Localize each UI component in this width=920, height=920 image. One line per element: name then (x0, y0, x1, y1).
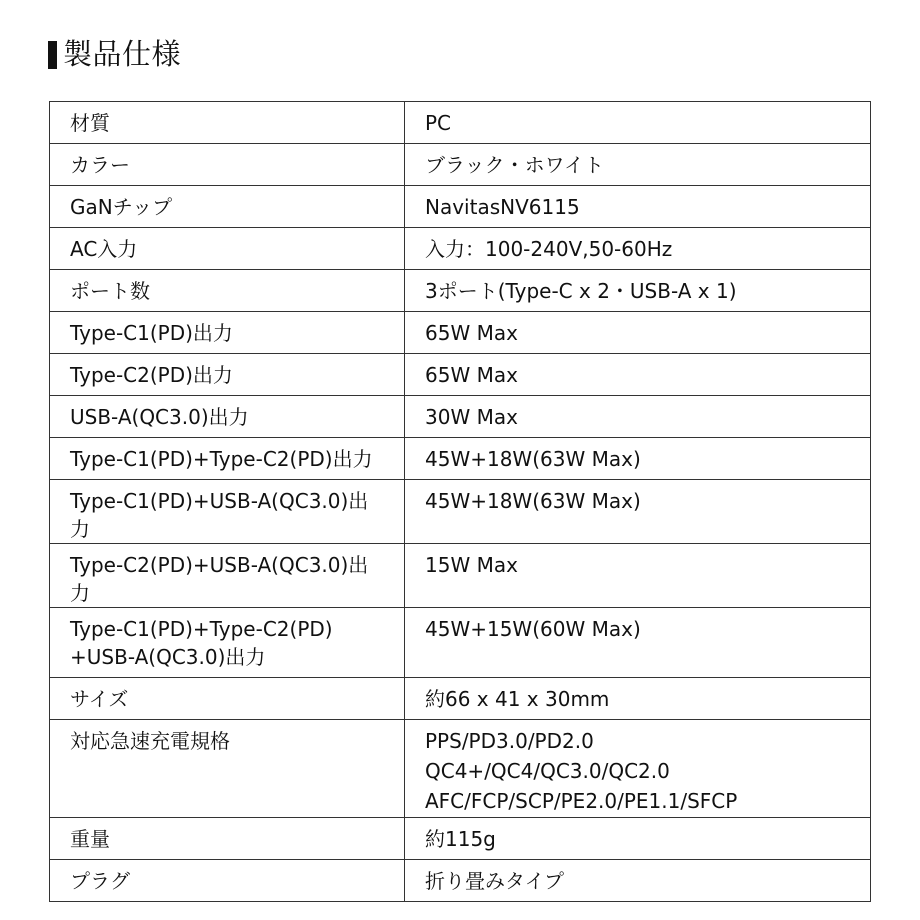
spec-row-c1-usba-output (50, 480, 871, 544)
spec-label: Type-C2(PD)出力 (50, 354, 405, 396)
spec-value: 約66 x 41 x 30mm (405, 678, 871, 720)
spec-value: 65W Max (405, 312, 871, 354)
spec-label: AC入力 (50, 228, 405, 270)
spec-table (49, 101, 871, 902)
spec-value: 45W+15W(60W Max) (405, 608, 871, 678)
heading-bar-mark (48, 41, 57, 69)
page-heading (48, 36, 181, 72)
spec-row-all-ports-output (50, 608, 871, 678)
spec-label: Type-C1(PD)+Type-C2(PD)出力 (50, 438, 405, 480)
spec-label: 材質 (50, 102, 405, 144)
spec-label: Type-C1(PD)+Type-C2(PD) +USB-A(QC3.0)出力 (50, 608, 405, 678)
spec-row-ac-input (50, 228, 871, 270)
spec-value: 65W Max (405, 354, 871, 396)
spec-label: Type-C1(PD)出力 (50, 312, 405, 354)
spec-label: USB-A(QC3.0)出力 (50, 396, 405, 438)
spec-label: サイズ (50, 678, 405, 720)
spec-label: ポート数 (50, 270, 405, 312)
spec-label: プラグ (50, 860, 405, 902)
spec-value: NavitasNV6115 (405, 186, 871, 228)
spec-value: 3ポート(Type-C x 2・USB-A x 1) (405, 270, 871, 312)
spec-value: 30W Max (405, 396, 871, 438)
spec-label: Type-C2(PD)+USB-A(QC3.0)出力 (50, 544, 405, 608)
spec-value: 15W Max (405, 544, 871, 608)
spec-row-port-count (50, 270, 871, 312)
spec-row-size (50, 678, 871, 720)
spec-value: 折り畳みタイプ (405, 860, 871, 902)
spec-value: PC (405, 102, 871, 144)
spec-row-fast-charge-standards (50, 720, 871, 818)
spec-label: Type-C1(PD)+USB-A(QC3.0)出力 (50, 480, 405, 544)
spec-value: 約115g (405, 818, 871, 860)
spec-value: 入力：100-240V,50-60Hz (405, 228, 871, 270)
spec-row-typec2-output (50, 354, 871, 396)
spec-row-typec1-output (50, 312, 871, 354)
spec-row-color (50, 144, 871, 186)
spec-row-plug (50, 860, 871, 902)
spec-row-c2-usba-output (50, 544, 871, 608)
spec-value: 45W+18W(63W Max) (405, 480, 871, 544)
spec-value: 45W+18W(63W Max) (405, 438, 871, 480)
spec-row-material (50, 102, 871, 144)
spec-label: GaNチップ (50, 186, 405, 228)
page-title: 製品仕様 (63, 37, 182, 71)
spec-row-gan-chip (50, 186, 871, 228)
spec-row-c1-c2-output (50, 438, 871, 480)
spec-value: PPS/PD3.0/PD2.0 QC4+/QC4/QC3.0/QC2.0 AFC/FCP/SCP/PE2.0/PE1.1/SFCP (405, 720, 871, 818)
spec-label: 対応急速充電規格 (50, 720, 405, 818)
spec-value: ブラック・ホワイト (405, 144, 871, 186)
spec-row-weight (50, 818, 871, 860)
spec-label: 重量 (50, 818, 405, 860)
spec-label: カラー (50, 144, 405, 186)
spec-row-usba-output (50, 396, 871, 438)
